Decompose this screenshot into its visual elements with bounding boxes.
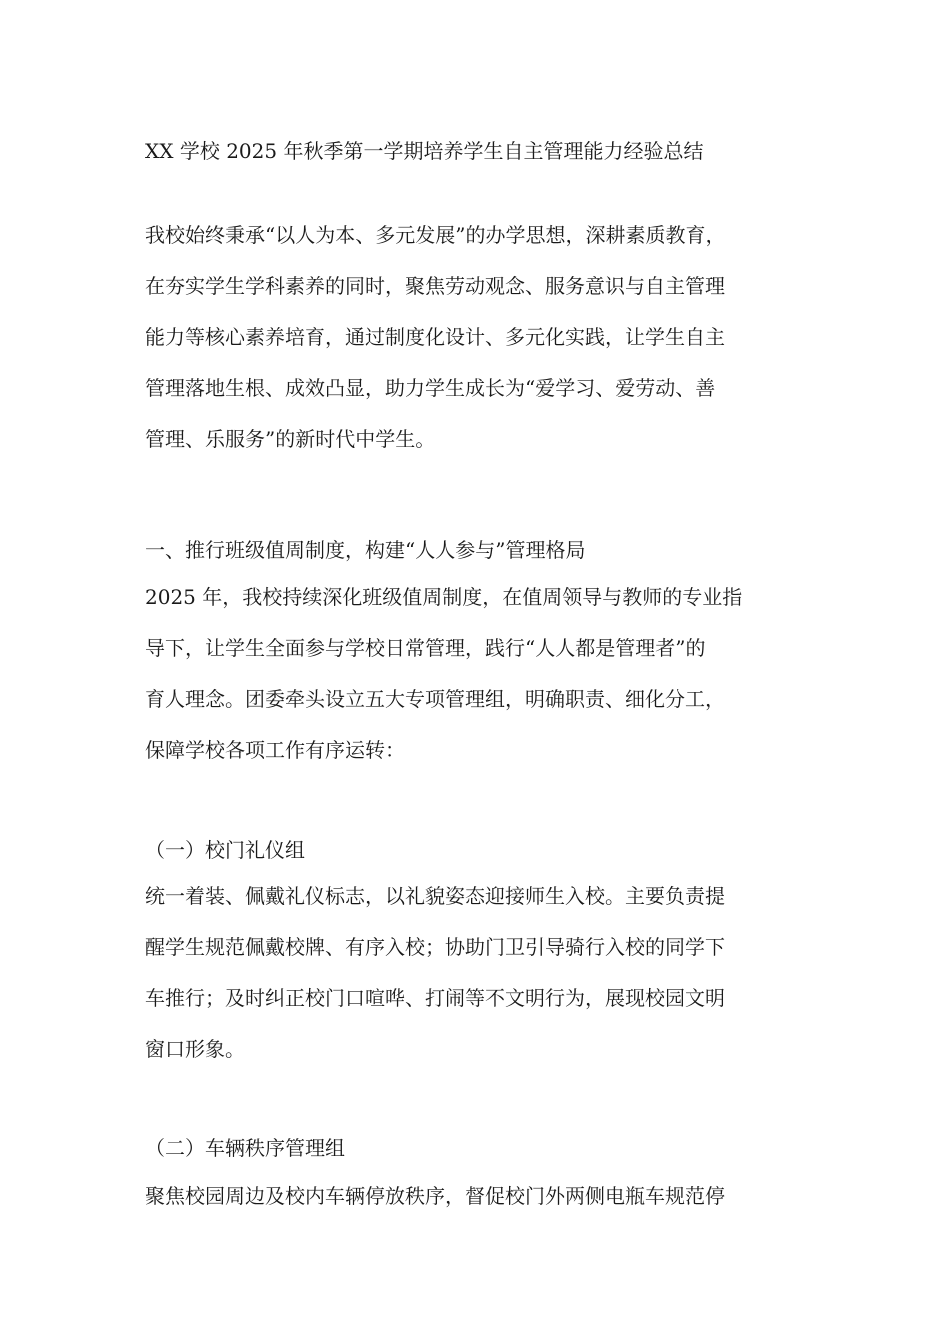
paragraph-line: 能力等核心素养培育，通过制度化设计、多元化实践，让学生自主 <box>145 325 725 349</box>
paragraph-line: 窗口形象。 <box>145 1037 245 1061</box>
paragraph-line: 管理、乐服务”的新时代中学生。 <box>145 427 436 451</box>
document-title: XX 学校 2025 年秋季第一学期培养学生自主管理能力经验总结 <box>145 139 704 163</box>
paragraph-line: 育人理念。团委牵头设立五大专项管理组，明确职责、细化分工， <box>145 687 725 711</box>
paragraph-line: 车推行；及时纠正校门口喧哗、打闹等不文明行为，展现校园文明 <box>145 986 725 1010</box>
subsection-paragraph <box>145 1171 825 1222</box>
paragraph-line: 我校始终秉承“以人为本、多元发展”的办学思想，深耕素质教育， <box>145 223 726 247</box>
subsection-paragraph <box>145 871 825 1075</box>
section-heading: 一、推行班级值周制度，构建“人人参与”管理格局 <box>145 538 586 562</box>
paragraph-line: 管理落地生根、成效凸显，助力学生成长为“爱学习、爱劳动、善 <box>145 376 716 400</box>
section-paragraph <box>145 572 825 776</box>
subsection-heading: （二）车辆秩序管理组 <box>145 1136 345 1160</box>
paragraph-line: 统一着装、佩戴礼仪标志，以礼貌姿态迎接师生入校。主要负责提 <box>145 884 725 908</box>
subsection-heading: （一）校门礼仪组 <box>145 838 305 862</box>
paragraph-line: 2025 年，我校持续深化班级值周制度，在值周领导与教师的专业指 <box>145 585 743 609</box>
paragraph-line: 导下，让学生全面参与学校日常管理，践行“人人都是管理者”的 <box>145 636 706 660</box>
paragraph-line: 保障学校各项工作有序运转： <box>145 738 405 762</box>
paragraph-line: 聚焦校园周边及校内车辆停放秩序，督促校门外两侧电瓶车规范停 <box>145 1184 725 1208</box>
intro-paragraph <box>145 210 825 465</box>
paragraph-line: 在夯实学生学科素养的同时，聚焦劳动观念、服务意识与自主管理 <box>145 274 725 298</box>
paragraph-line: 醒学生规范佩戴校牌、有序入校；协助门卫引导骑行入校的同学下 <box>145 935 725 959</box>
